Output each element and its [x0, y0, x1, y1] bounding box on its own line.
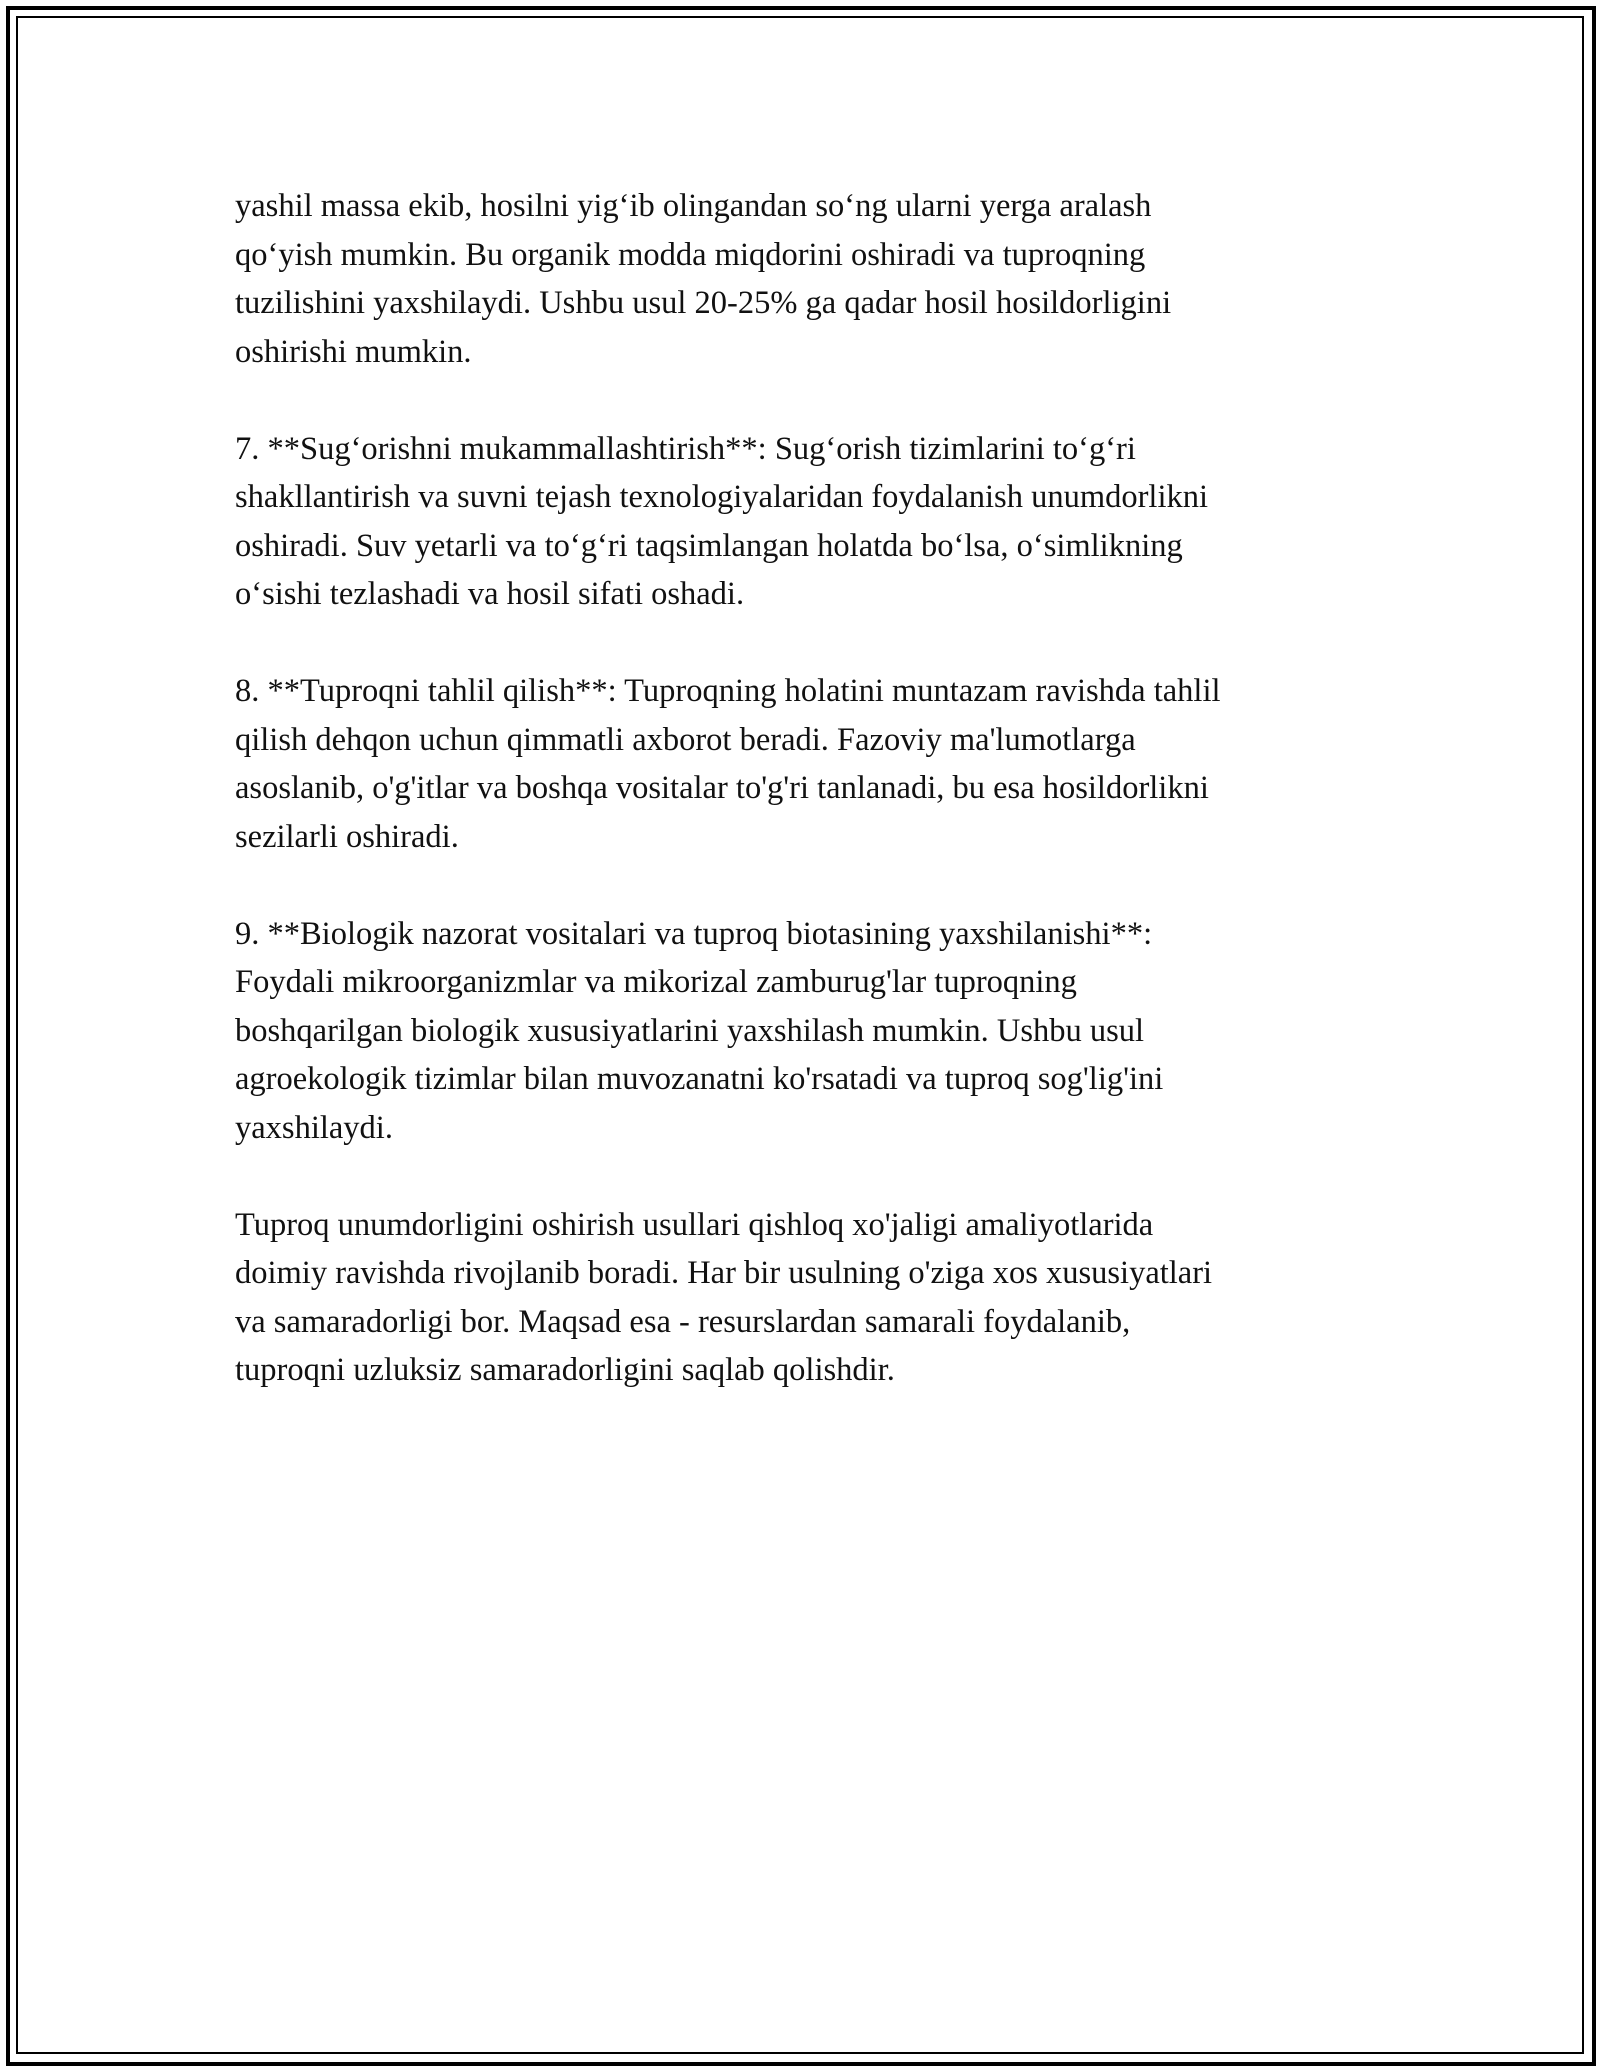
text-line: tuproqni uzluksiz samaradorligini saqlab qolishdir. — [235, 1352, 895, 1388]
text-line: o‘sishi tezlashadi va hosil sifati oshadi. — [235, 576, 745, 612]
text-line: 9. **Biologik nazorat vositalari va tuproq biotasining yaxshilanishi**: — [235, 915, 1153, 952]
text-line: qo‘yish mumkin. Bu organik modda miqdorini oshiradi va tuproqning — [235, 236, 1146, 273]
text-line: 8. **Tuproqni tahlil qilish**: Tuproqning holatini muntazam ravishda tahlil — [235, 673, 1221, 709]
text-line: shakllantirish va suvni tejash texnologiyalaridan foydalanish unumdorlikni — [235, 479, 1209, 515]
text-line: 7. **Sug‘orishni mukammallashtirish**: Sug‘orish tizimlarini to‘g‘ri — [235, 430, 1136, 467]
text-line: asoslanib, o'g'itlar va boshqa vositalar to'g'ri tanlanadi, bu esa hosildorlikni — [235, 770, 1209, 806]
paragraph-item-8-soil-analysis — [235, 667, 1375, 861]
paragraph-green-manure — [235, 182, 1375, 376]
document-body — [235, 182, 1375, 1443]
text-line: doimiy ravishda rivojlanib boradi. Har bir usulning o'ziga xos xususiyatlari — [235, 1255, 1213, 1291]
text-line: sezilarli oshiradi. — [235, 818, 459, 855]
text-line: yashil massa ekib, hosilni yig‘ib olingandan so‘ng ularni yerga aralash — [235, 188, 1152, 224]
text-line: tuzilishini yaxshilaydi. Ushbu usul 20-25% ga qadar hosil hosildorligini — [235, 285, 1172, 321]
text-line: oshirishi mumkin. — [235, 333, 472, 370]
text-line: oshiradi. Suv yetarli va to‘g‘ri taqsimlangan holatda bo‘lsa, o‘simlikning — [235, 527, 1183, 564]
paragraph-conclusion — [235, 1201, 1375, 1395]
text-line: va samaradorligi bor. Maqsad esa - resurslardan samarali foydalanib, — [235, 1303, 1131, 1340]
text-line: Foydali mikroorganizmlar va mikorizal zamburug'lar tuproqning — [235, 964, 1077, 1000]
text-line: Tuproq unumdorligini oshirish usullari qishloq xo'jaligi amaliyotlarida — [235, 1206, 1154, 1243]
text-line: boshqarilgan biologik xususiyatlarini yaxshilash mumkin. Ushbu usul — [235, 1012, 1145, 1049]
paragraph-item-9-biological-control — [235, 910, 1375, 1153]
paragraph-item-7-irrigation — [235, 425, 1375, 619]
text-line: agroekologik tizimlar bilan muvozanatni ko'rsatadi va tuproq sog'lig'ini — [235, 1061, 1164, 1097]
text-line: qilish dehqon uchun qimmatli axborot beradi. Fazoviy ma'lumotlarga — [235, 721, 1136, 758]
text-line: yaxshilaydi. — [235, 1109, 393, 1146]
